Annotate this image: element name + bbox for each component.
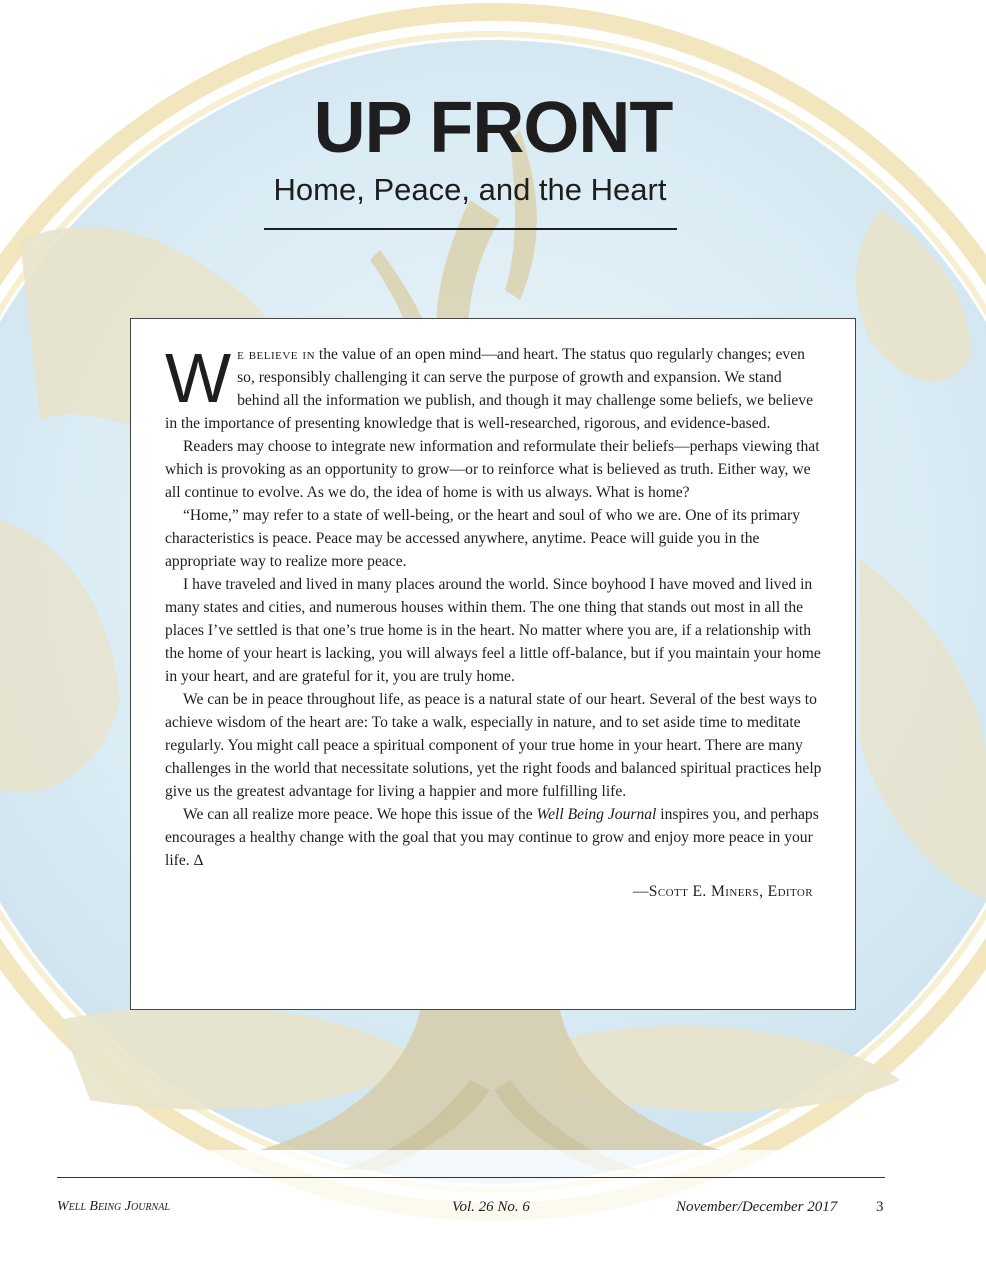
paragraph-3: “Home,” may refer to a state of well-being, or the heart and soul of who we are. One of its primary characteristics is peace. Peace may be accessed anywhere, anytime. Peace will guide you in the appropriate way to realize more peace. (165, 507, 801, 570)
editorial-text (165, 339, 823, 903)
journal-title-italic: Well Being Journal (536, 806, 657, 823)
paragraph-1 (165, 339, 823, 435)
drop-cap: W (165, 339, 232, 417)
footer-divider (57, 1177, 885, 1178)
paragraph-6 (165, 803, 823, 872)
page-subtitle: Home, Peace, and the Heart (273, 172, 667, 207)
paragraph-6-end: inspires you, and perhaps encourages a healthy change with the goal that you may continue to grow and enjoy more peace in your life. ∆ (165, 806, 819, 869)
footer-volume: Vol. 26 No. 6 (452, 1199, 530, 1215)
footer-page-number: 3 (876, 1199, 884, 1215)
editorial-box (130, 318, 856, 1010)
paragraph-6-start: We can all realize more peace. We hope this issue of the (183, 806, 537, 823)
editor-signature: —Scott E. Miners, Editor (632, 883, 813, 900)
page-title: UP FRONT (313, 88, 673, 168)
paragraph-2: Readers may choose to integrate new information and reformulate their beliefs—perhaps viewing that which is provoking as an opportunity to grow—or to reinforce what is believed as truth. Either way, we all continue to evolve. As we do, the idea of home is with us always. What is home? (165, 438, 820, 501)
footer-date: November/December 2017 (676, 1199, 838, 1215)
paragraph-1-text: the value of an open mind—and heart. The status quo regularly changes; even so, responsibly challenging it can serve the purpose of growth and expansion. We stand behind all the information we publish, and though it may challenge some beliefs, we believe in the importance of presenting knowledge that is well-researched, rigorous, and evidence-based. (165, 346, 814, 432)
paragraph-4: I have traveled and lived in many places around the world. Since boyhood I have moved and lived in many states and cities, and numerous houses within them. The one thing that stands out most in all the places I’ve settled is that one’s true home is in the heart. No matter where you are, if a relationship with the home of your heart is lacking, you will always feel a little off-balance, but if you maintain your home in your heart, and are grateful for it, you are truly home. (165, 576, 821, 685)
footer-journal-name: Well Being Journal (57, 1199, 170, 1214)
paragraph-5: We can be in peace throughout life, as peace is a natural state of our heart. Several of the best ways to achieve wisdom of the heart are: To take a walk, especially in nature, and to set aside time to meditate regularly. You might call peace a spiritual component of your true home in your heart. There are many challenges in the world that necessitate solutions, yet the right foods and balanced spiritual practices help give us the greatest advantage for living a happier and more fulfilling life. (165, 691, 822, 800)
lead-in: e believe in (237, 346, 316, 363)
subtitle-divider (264, 228, 677, 230)
